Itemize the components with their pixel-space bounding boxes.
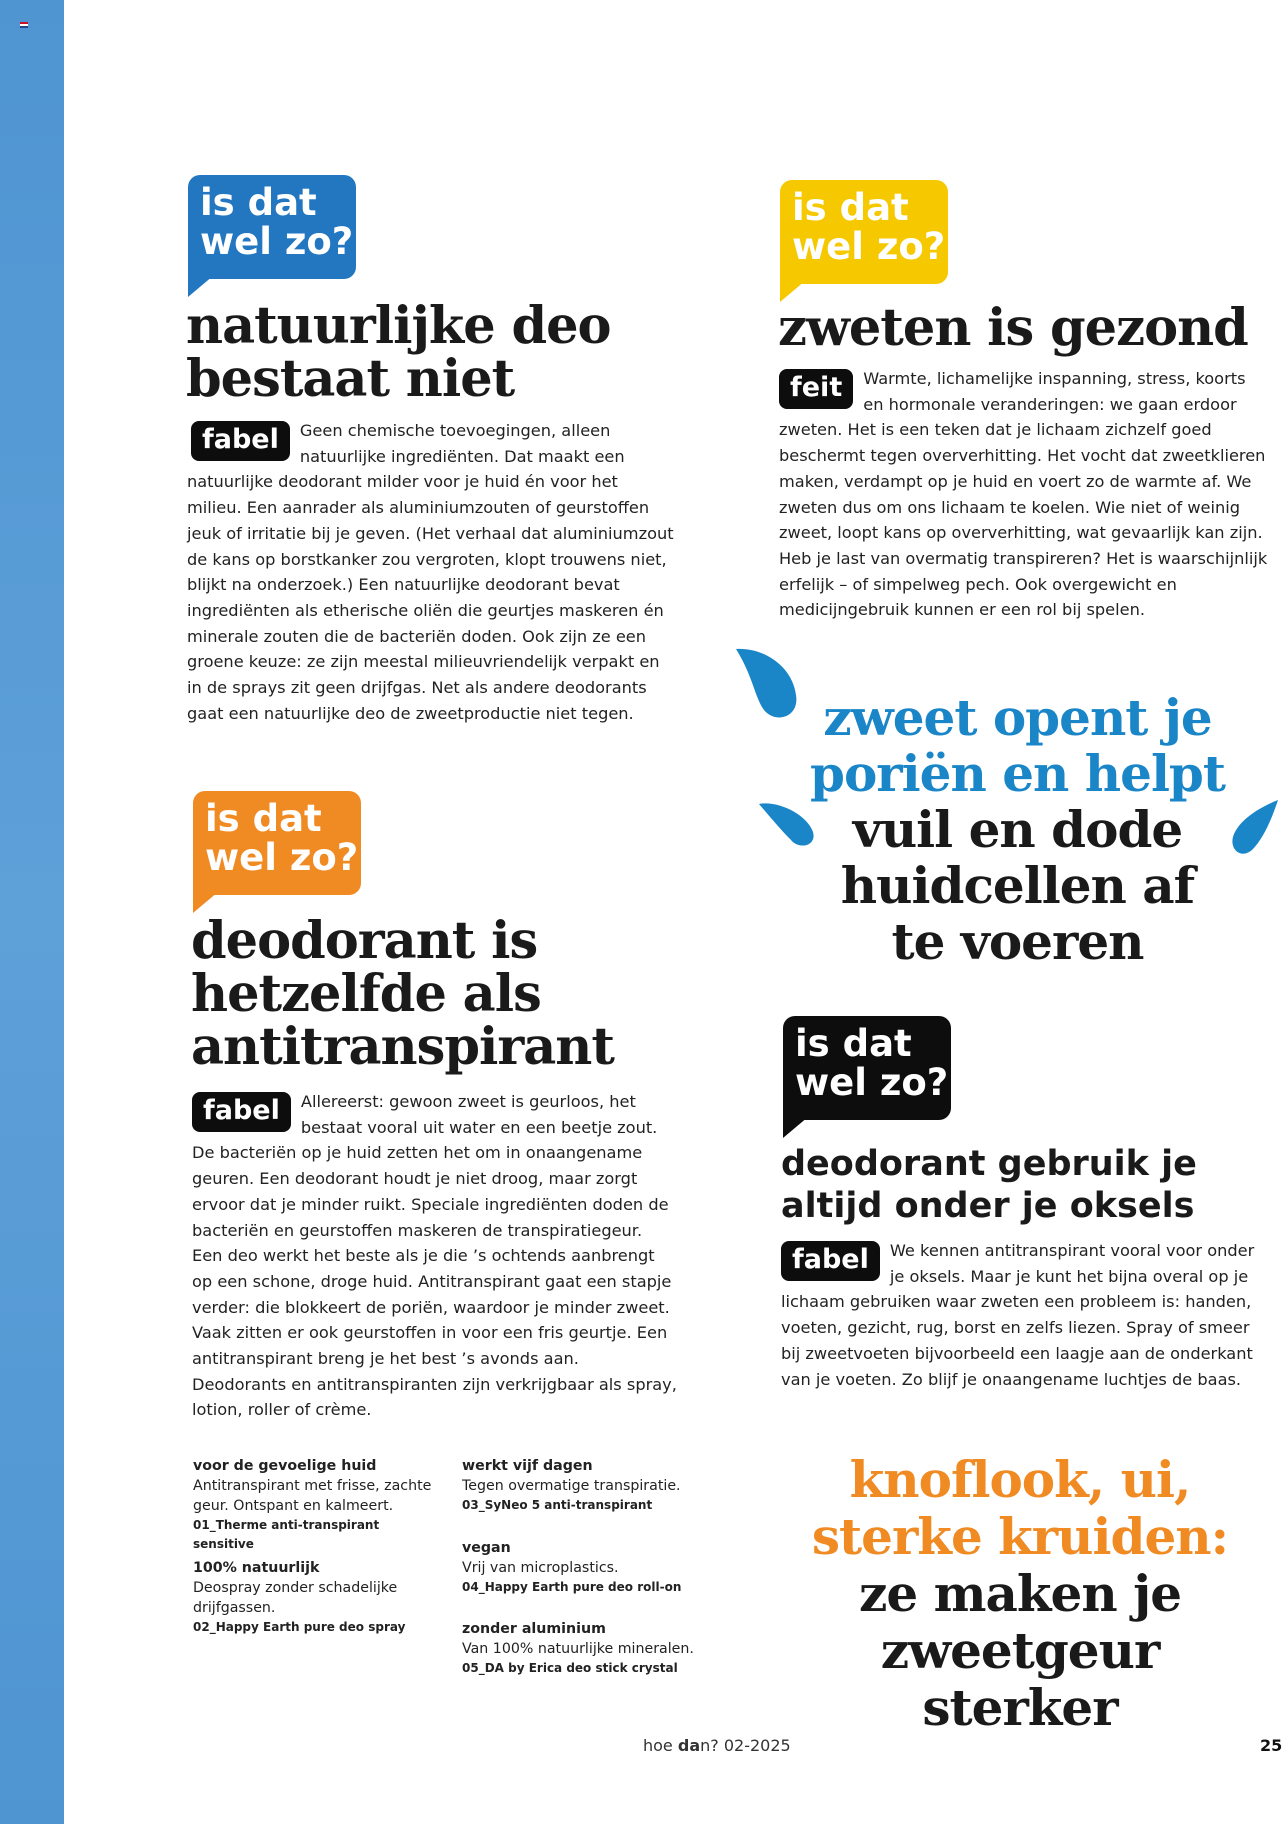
bubble-line1: is dat	[795, 1022, 912, 1065]
headline-deodorant-oksels: deodorant gebruik je altijd onder je oksels	[781, 1144, 1197, 1226]
product-heading: werkt vijf dagen	[462, 1458, 593, 1474]
tag-feit: feit	[779, 369, 853, 409]
speech-bubble-orange	[193, 791, 361, 895]
product-name: 01_Therme anti-transpirant sensitive	[193, 1518, 380, 1551]
headline-natuurlijke-deo: natuurlijke deo bestaat niet	[186, 296, 611, 409]
tag-fabel: fabel	[781, 1241, 880, 1281]
product-desc: Antitranspirant met frisse, zachte geur. Ontspant en kalmeert.	[193, 1478, 432, 1514]
product-desc: Deospray zonder schadelijke drijfgassen.	[193, 1580, 398, 1616]
product-1	[193, 1456, 433, 1554]
bubble-line2: wel zo?	[200, 220, 354, 263]
headline-deodorant-antitranspirant: deodorant is hetzelfde als antitranspirant	[191, 911, 614, 1077]
bubble-line1: is dat	[200, 181, 317, 224]
product-4	[462, 1538, 702, 1597]
body-deodorant-antitranspirant: fabel Allereerst: gewoon zweet is geurloos, het bestaat vooral uit water en een beetje zout. De bacteriën op je huid zetten het om in onaangename geuren. Een deodorant houdt je niet droog, maar zorgt ervoor dat je minder ruikt. Speciale ingrediënten doden de bacteriën en geurstoffen maskeren de transpiratiegeur. Een deo werkt het beste als je die ’s ochtends aanbrengt op een schone, droge huid. Antitranspirant gaat een stapje verder: die blokkeert de poriën, waardoor je minder zweet. Vaak zitten er ook geurstoffen in voor een fris geurtje. Een antitranspirant breng je het best ’s avonds aan. Deodorants en antitranspiranten zijn verkrijgbaar als spray, lotion, roller of crème.	[192, 1092, 677, 1420]
product-desc: Van 100% natuurlijke mineralen.	[462, 1641, 694, 1657]
page-number: 25	[1260, 1736, 1282, 1755]
product-heading: zonder aluminium	[462, 1621, 606, 1637]
flag-icon	[20, 22, 28, 28]
body-deodorant-oksels: fabel We kennen antitranspirant vooral voor onder je oksels. Maar je kunt het bijna overal op je lichaam gebruiken waar zweten een probleem is: handen, voeten, gezicht, rug, borst en zelfs liezen. Spray of smeer bij zweetvoeten bijvoorbeeld een laagje aan de onderkant van je voeten. Zo blijf je onaangename luchtjes de baas.	[781, 1241, 1255, 1389]
product-heading: vegan	[462, 1540, 511, 1556]
pull-quote-zweet: zweet opent je poriën en helpt vuil en dode huidcellen af te voeren	[809, 688, 1225, 971]
body-zweten-is-gezond: feit Warmte, lichamelijke inspanning, stress, koorts en hormonale veranderingen: we gaan erdoor zweten. Het is een teken dat je lichaam zichzelf goed beschermt tegen oververhitting. Het vocht dat zweetklieren maken, verdampt op je huid en voert zo de warmte af. We zweten dus om ons lichaam te koelen. Wie niet of weinig zweet, loopt kans op oververhitting, wat gevaarlijk kan zijn. Heb je last van overmatig transpireren? Het is waarschijnlijk erfelijk – of simpelweg pech. Ook overgewicht en medicijngebruik kunnen er een rol bij spelen.	[779, 369, 1268, 620]
pull-quote-knoflook: knoflook, ui, sterke kruiden: ze maken je zweetgeur sterker	[811, 1450, 1229, 1737]
product-heading: voor de gevoelige huid	[193, 1458, 377, 1474]
bubble-line2: wel zo?	[205, 836, 359, 879]
bubble-line2: wel zo?	[795, 1061, 949, 1104]
product-5	[462, 1619, 702, 1678]
product-heading: 100% natuurlijk	[193, 1560, 320, 1576]
product-name: 02_Happy Earth pure deo spray	[193, 1620, 406, 1634]
tag-fabel: fabel	[191, 421, 290, 461]
product-desc: Tegen overmatige transpiratie.	[462, 1478, 681, 1494]
product-2	[193, 1558, 433, 1637]
product-3	[462, 1456, 702, 1515]
product-desc: Vrij van microplastics.	[462, 1560, 619, 1576]
speech-bubble-blue	[188, 175, 356, 279]
footer-magazine: hoe dan? 02-2025	[643, 1736, 791, 1755]
bubble-line1: is dat	[205, 797, 322, 840]
bubble-line2: wel zo?	[792, 225, 946, 268]
speech-bubble-black	[783, 1016, 951, 1120]
speech-bubble-yellow	[780, 180, 948, 284]
product-name: 05_DA by Erica deo stick crystal	[462, 1661, 678, 1675]
body-natuurlijke-deo: fabel Geen chemische toevoegingen, alleen natuurlijke ingrediënten. Dat maakt een natuurlijke deodorant milder voor je huid én voor het milieu. Een aanrader als aluminiumzouten of geurstoffen jeuk of irritatie bij je geven. (Het verhaal dat aluminiumzout de kans op borstkanker zou vergroten, klopt trouwens niet, blijkt na onderzoek.) Een natuurlijke deodorant bevat ingrediënten als etherische oliën die geurtjes maskeren én minerale zouten die de bacteriën doden. Ook zijn ze een groene keuze: ze zijn meestal milieuvriendelijk verpakt en in de sprays zit geen drijfgas. Net als andere deodorants gaat een natuurlijke deo de zweetproductie niet tegen.	[187, 421, 674, 723]
product-name: 03_SyNeo 5 anti-transpirant	[462, 1498, 653, 1512]
bubble-line1: is dat	[792, 186, 909, 229]
product-name: 04_Happy Earth pure deo roll-on	[462, 1580, 682, 1594]
headline-zweten-is-gezond: zweten is gezond	[778, 298, 1248, 358]
tag-fabel: fabel	[192, 1092, 291, 1132]
left-color-band	[0, 0, 64, 1824]
bubble-tail-icon	[783, 1106, 823, 1146]
